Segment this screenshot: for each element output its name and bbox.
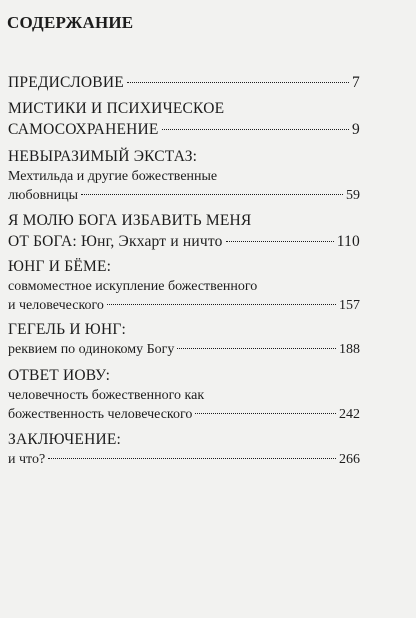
toc-entry-conclusion [8, 429, 360, 469]
toc-entry-subtitle-cont: любовницы [8, 188, 79, 203]
toc-entry-title: ГЕГЕЛЬ И ЮНГ: [8, 321, 127, 338]
dot-leader [162, 129, 349, 130]
toc-entry-answer-job [8, 365, 360, 424]
dot-leader [48, 458, 336, 459]
toc-entry-title: ЮНГ И БЁМЕ: [8, 258, 112, 275]
page-number: 266 [339, 452, 360, 467]
toc-entry-subtitle-cont: и человеческого [8, 298, 104, 313]
toc-entry-title: ОТВЕТ ИОВУ: [8, 367, 111, 384]
toc-entry-subtitle: реквием по одинокому Богу [8, 342, 175, 357]
page-number: 242 [339, 407, 360, 422]
page-number: 188 [339, 342, 360, 357]
toc-entry-subtitle: Мехтильда и другие божественные [8, 169, 218, 184]
toc-entry-jung-boehme [8, 256, 360, 315]
toc-entry-title-cont: ОТ БОГА: Юнг, Экхарт и ничто [8, 233, 223, 250]
page-number: 7 [352, 74, 360, 91]
toc-entry-title: Я МОЛЮ БОГА ИЗБАВИТЬ МЕНЯ [8, 212, 252, 229]
toc-entry-title: ПРЕДИСЛОВИЕ [8, 74, 124, 91]
toc-entry-title: МИСТИКИ И ПСИХИЧЕСКОЕ [8, 100, 225, 117]
toc-entry-ecstasy [8, 146, 360, 205]
toc-entry-subtitle: человечность божественного как [8, 388, 205, 403]
page-number: 157 [339, 298, 360, 313]
dot-leader [226, 241, 334, 242]
toc-entry-pray [8, 210, 360, 252]
dot-leader [81, 194, 343, 195]
page-number: 110 [336, 233, 360, 250]
page-title: СОДЕРЖАНИЕ [7, 13, 134, 32]
dot-leader [107, 304, 336, 305]
toc-entry-title-cont: САМОСОХРАНЕНИЕ [8, 121, 159, 138]
toc-entry-mystics [8, 98, 360, 140]
dot-leader [127, 82, 349, 83]
toc-entry-title: ЗАКЛЮЧЕНИЕ: [8, 431, 122, 448]
toc-entry-hegel-jung [8, 319, 360, 359]
toc-entry-title: НЕВЫРАЗИМЫЙ ЭКСТАЗ: [8, 148, 198, 165]
page-number: 59 [346, 188, 360, 203]
toc-entry-subtitle-cont: божественность человеческого [8, 407, 193, 422]
dot-leader [195, 413, 336, 414]
page-number: 9 [352, 121, 360, 138]
toc-entry-subtitle: и что? [8, 452, 46, 467]
toc-entry-subtitle: совмоместное искупление божественного [8, 279, 258, 294]
dot-leader [177, 348, 336, 349]
toc-entry-preface [8, 72, 360, 93]
